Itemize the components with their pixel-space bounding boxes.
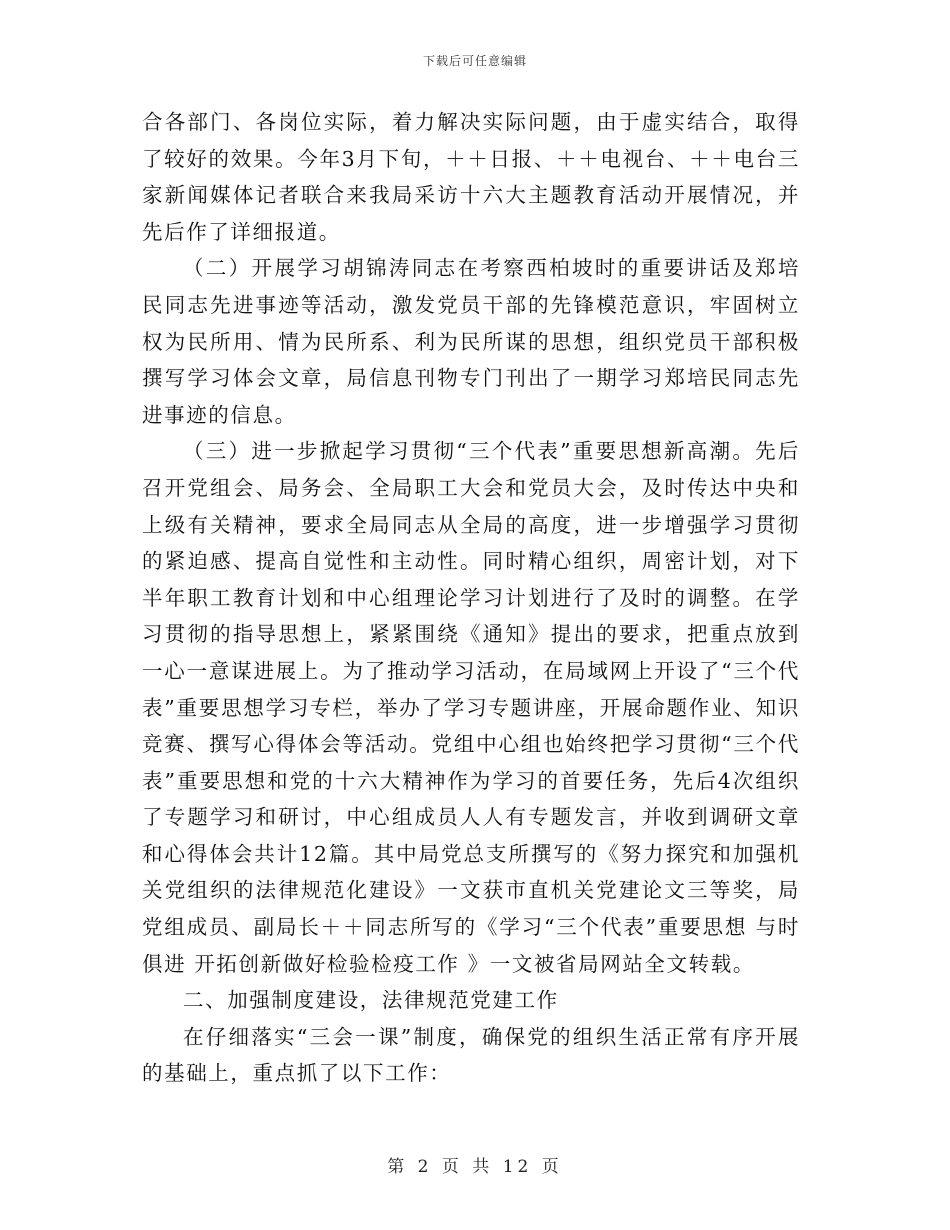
section-heading-2: 二、加强制度建设，法律规范党建工作 bbox=[183, 988, 559, 1013]
document-body bbox=[142, 104, 800, 1092]
page-footer: 第 2 页 共 12 页 bbox=[387, 1157, 563, 1177]
paragraph-section-3: （三）进一步掀起学习贯彻“三个代表”重要思想新高潮。先后召开党组会、局务会、全局职工大会和党员大会，及时传达中央和上级有关精神，要求全局同志从全局的高度，进一步增强学习贯彻的紧迫感、提高自觉性和主动性。同时精心组织，周密计划，对下半年职工教育计划和中心组理论学习计划进行了及时的调整。在学习贯彻的指导思想上，紧紧围绕《通知》提出的要求，把重点放到一心一意谋进展上。为了推动学习活动，在局域网上开设了“三个代表”重要思想学习专栏，举办了学习专题讲座，开展命题作业、知识竞赛、撰写心得体会等活动。党组中心组也始终把学习贯彻“三个代表”重要思想和党的十六大精神作为学习的首要任务，先后4次组织了专题学习和研讨，中心组成员人人有专题发言，并收到调研文章和心得体会共计12篇。其中局党总支所撰写的《努力探究和加强机关党组织的法律规范化建设》一文获市直机关党建论文三等奖，局党组成员、副局长＋＋同志所写的《学习“三个代表”重要思想 与时俱进 开拓创新做好检验检疫工作 》一文被省局网站全文转载。 bbox=[142, 439, 800, 976]
paragraph-body-last: 在仔细落实“三会一课”制度，确保党的组织生活正常有序开展的基础上，重点抓了以下工作： bbox=[142, 1024, 800, 1086]
paragraph-section-2: （二）开展学习胡锦涛同志在考察西柏坡时的重要讲话及郑培民同志先进事迹等活动，激发党员干部的先锋模范意识，牢固树立权为民所用、情为民所系、利为民所谋的思想，组织党员干部积极撰写学习体会文章，局信息刊物专门刊出了一期学习郑培民同志先进事迹的信息。 bbox=[142, 256, 800, 427]
paragraph-continuation: 合各部门、各岗位实际，着力解决实际问题，由于虚实结合，取得了较好的效果。今年3月下旬，＋＋日报、＋＋电视台、＋＋电台三家新闻媒体记者联合来我局采访十六大主题教育活动开展情况，并先后作了详细报道。 bbox=[142, 110, 800, 244]
page-header: 下载后可任意编辑 bbox=[422, 54, 527, 68]
